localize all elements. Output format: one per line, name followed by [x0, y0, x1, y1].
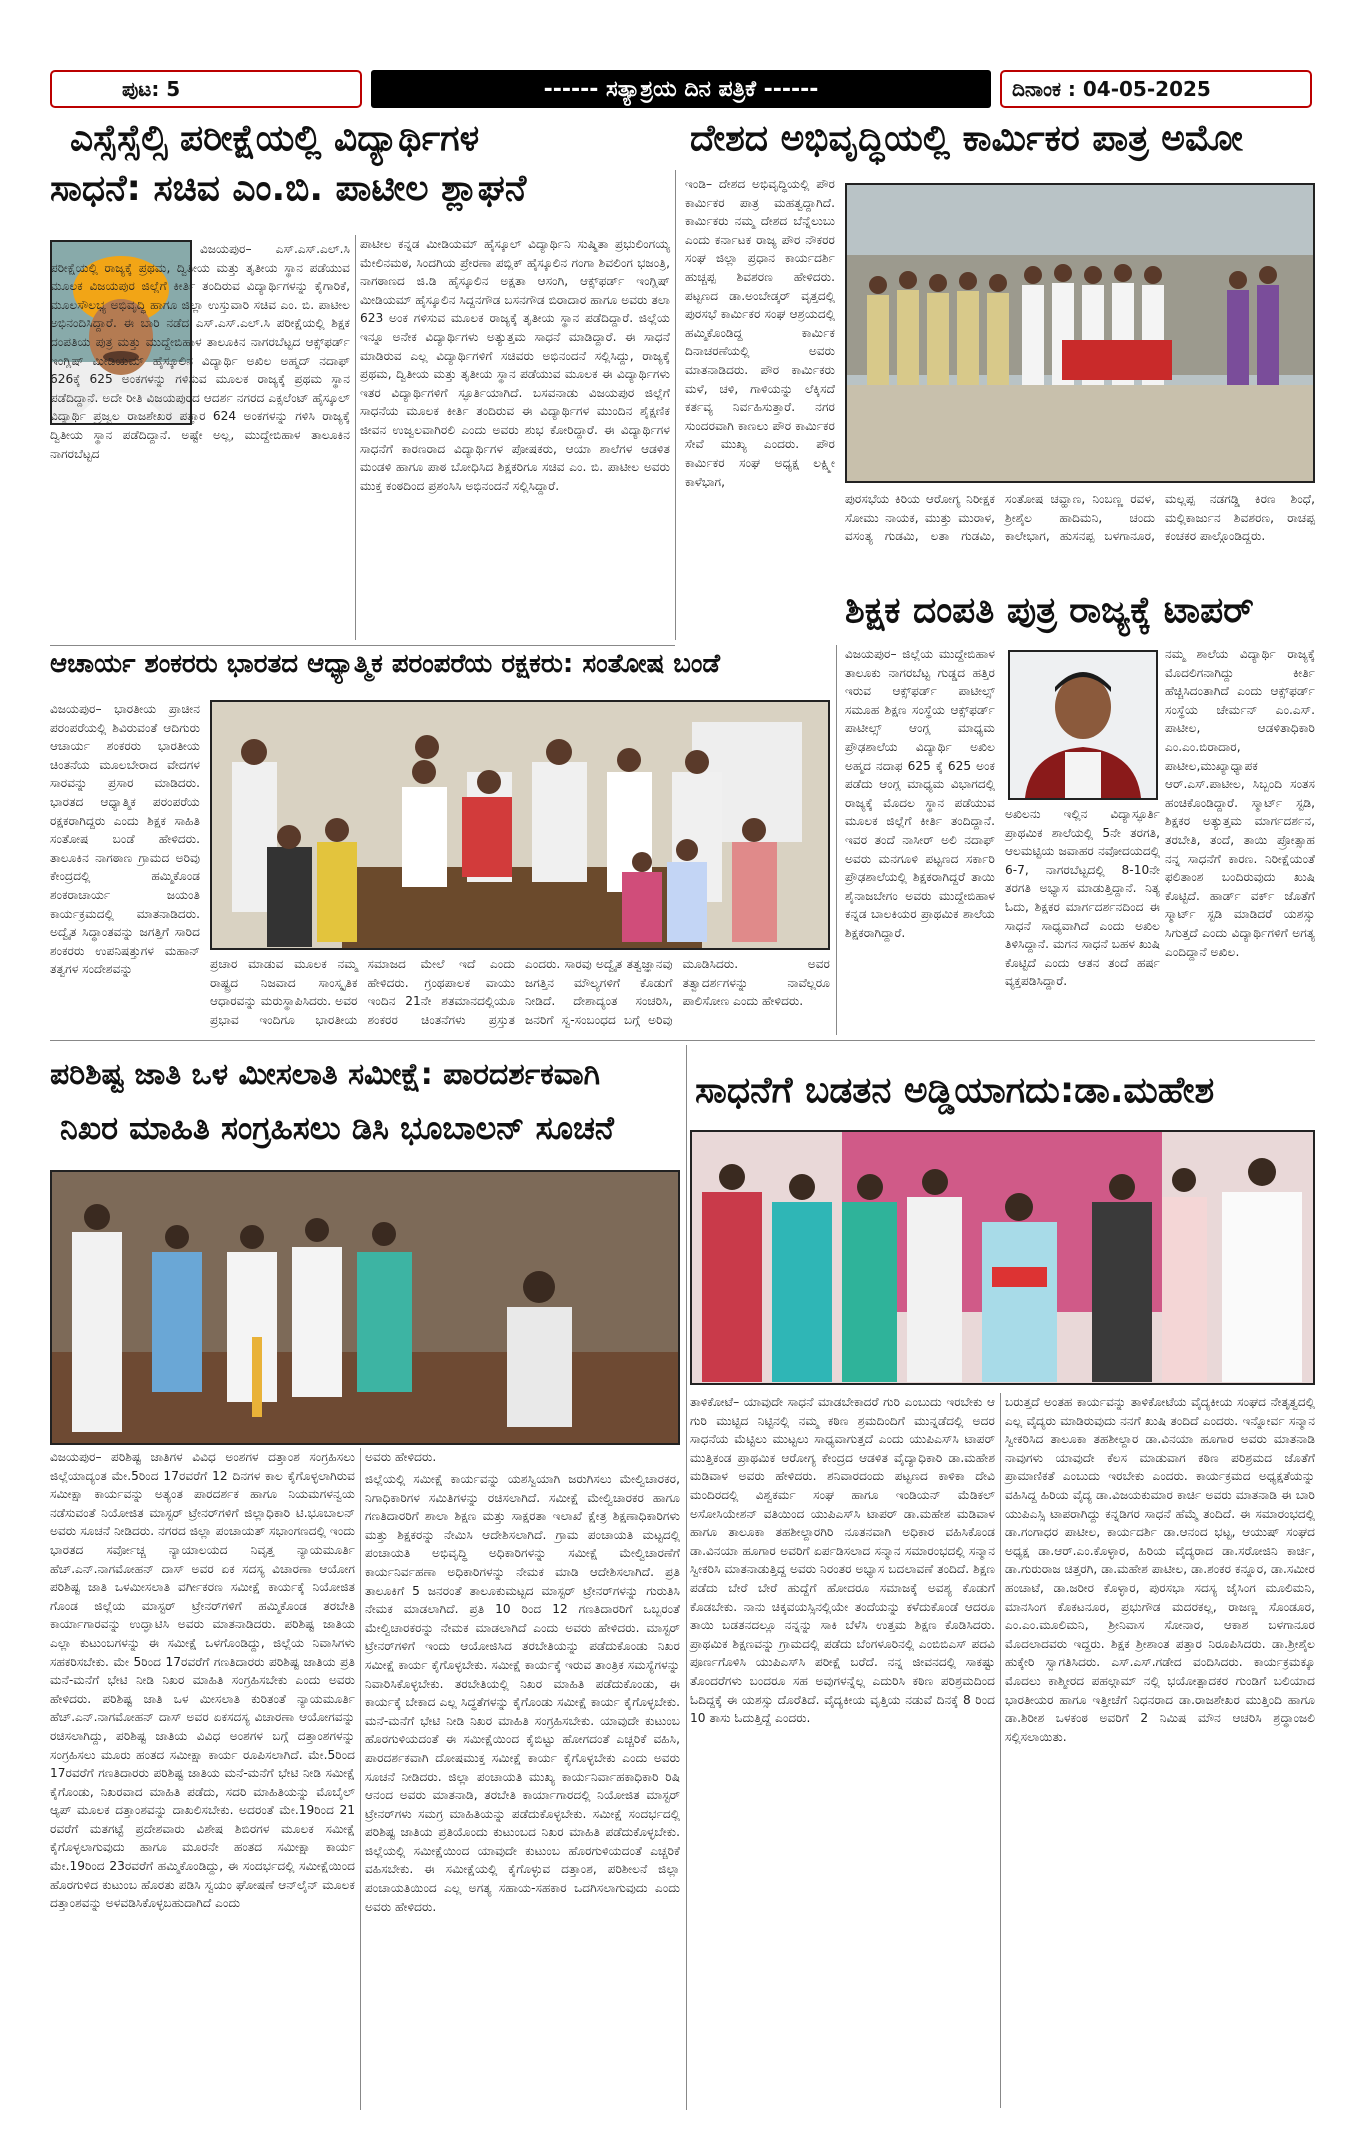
mahesh-body-col2: ಬರುತ್ತದೆ ಅಂತಹ ಕಾರ್ಯವನ್ನು ತಾಳಿಕೋಟೆಯ ವೈದ್ಯಕೀಯ ಸಂಘದ ನೇತೃತ್ವದಲ್ಲಿ ಎಲ್ಲ ವೈದ್ಯರು ಮಾಡಿರುವುದು ನನಗೆ ಖುಷಿ ತಂದಿದೆ ಎಂದರು. ಇನ್ನೋರ್ವ ಸನ್ಮಾನ ಸ್ವೀಕರಿಸಿದ ತಾಲೂಕಾ ತಹಶೀಲ್ದಾರ ಡಾ.ವಿನಯಾ ಹೂಗಾರ ಅವರು ಮಾತನಾಡಿ ನಾವುಗಳು ಯಾವುದೇ ಕೆಲಸ ಮಾಡುವಾಗ ಕಠಿಣ ಪರಿಶ್ರಮದ ಜೊತೆಗೆ ಪ್ರಾಮಾಣಿಕತೆ ಎಂಬುದು ಇರಬೇಕು ಎಂದರು. ಕಾರ್ಯಕ್ರಮದ ಅಧ್ಯಕ್ಷತೆಯನ್ನು ವಹಿಸಿದ್ದ ಹಿರಿಯ ವೈದ್ಯ ಡಾ.ವಿಜಯಕುಮಾರ ಕಾರ್ಚಿ ಅವರು ಮಾತನಾಡಿ ಈ ಬಾರಿ ಯುಪಿಎಸ್ಸಿ ಟಾಪರಾಗಿದ್ದು ಕನ್ನಡಿಗರ ಸಾಧನೆ ಹೆಮ್ಮೆ ತಂದಿದೆ. ಈ ಸಮಾರಂಭದಲ್ಲಿ ಡಾ.ಗಂಗಾಧರ ಪಾಟೀಲ, ಕಾರ್ಯದರ್ಶಿ ಡಾ.ಆನಂದ ಭಟ್ಟ, ಆಯುಷ್ ಸಂಘದ ಅಧ್ಯಕ್ಷ ಡಾ.ಆರ್.ಎಂ.ಕೊಳ್ಳಾರ, ಹಿರಿಯ ವೈದ್ಯರಾದ ಡಾ.ಸರೋಜಿನಿ ಕಾರ್ಚಿ, ಡಾ.ಗುರುರಾಜ ಚಿತ್ತರಗಿ, ಡಾ.ಮಹೇಶ ಪಾಟೀಲ, ಡಾ.ಶಂಕರ ಕನ್ನೂರ, ಡಾ.ಸಮೀರ ಹಂಚಾಟೆ, ಡಾ.ಜರೀರ ಕೊಳ್ಳಾರ, ಪುರಸಭಾ ಸದಸ್ಯ ಜೈಸಿಂಗ ಮೂಲಿಮನಿ, ಮಾನಸಿಂಗ ಕೊಕಟನೂರ, ಪ್ರಭುಗೌಡ ಮದರಕಲ್ಲ, ರಾಜಣ್ಣ ಸೊಂಡೂರ, ಎಂ.ಎಂ.ಮೂಲಿಮನಿ, ಶ್ರೀನಿವಾಸ ಸೋನಾರ, ಆಕಾಶ ಬಳಗಾನೂರ ಮೊದಲಾದವರು ಇದ್ದರು. ಶಿಕ್ಷಕ ಶ್ರೀಶಾಂತ ಪತ್ತಾರ ನಿರೂಪಿಸಿದರು. ಡಾ.ಶ್ರೀಶೈಲ ಹುಕ್ಕೇರಿ ಸ್ವಾಗತಿಸಿದರು. ಎಸ್.ಎಸ್.ಗಡೇದ ವಂದಿಸಿದರು. ಕಾರ್ಯಕ್ರಮಕ್ಕೂ ಮೊದಲು ಕಾಶ್ಮೀರದ ಪಹಲ್ಗಾಮ್ ನಲ್ಲಿ ಭಯೋತ್ಪಾದಕರ ಗುಂಡಿಗೆ ಬಲಿಯಾದ ಭಾರತೀಯರ ಹಾಗೂ ಇತ್ತೀಚೆಗೆ ನಿಧನರಾದ ಡಾ.ರಾಜಶೇಖರ ಮುತ್ತಿಂದಿ ಹಾಗೂ ಡಾ.ಶಿರೀಶ ಒಳಕಂಠ ಅವರಿಗೆ 2 ನಿಮಿಷ ಮೌನ ಆಚರಿಸಿ ಶ್ರದ್ಧಾಂಜಲಿ ಸಲ್ಲಿಸಲಾಯಿತು.	[1005, 1395, 1315, 1744]
shankara-photo	[210, 700, 830, 950]
workers-photo	[845, 183, 1315, 483]
shankara-caption: ಪ್ರಚಾರ ಮಾಡುವ ಮೂಲಕ ನಮ್ಮ ರಾಷ್ಟ್ರದ ನಿಜವಾದ ಸಾಂಸ್ಕೃತಿಕ ಆಧಾರವನ್ನು ಮರುಸ್ಥಾಪಿಸಿದರು. ಅವರ ಪ್ರಭಾವ ಇಂದಿಗೂ ಭಾರತೀಯ ಸಮಾಜದ ಮೇಲೆ ಇದೆ ಎಂದು ಹೇಳಿದರು. ಗ್ರಂಥಪಾಲಕ ವಾಯು ಇಂದಿನ 21ನೇ ಶತಮಾನದಲ್ಲಿಯೂ ಶಂಕರರ ಚಿಂತನೆಗಳು ಪ್ರಸ್ತುತ ಎಂದರು. ಸಾರವು ಅದ್ವೈತ ತತ್ವಜ್ಞಾನವು ಜಗತ್ತಿನ ಮೌಲ್ಯಗಳಿಗೆ ಕೊಡುಗೆ ನೀಡಿದೆ. ದೇಶಾದ್ಯಂತ ಸಂಚರಿಸಿ, ಜನರಿಗೆ ಸ್ವ-ಸಂಬಂಧದ ಬಗ್ಗೆ ಅರಿವು ಮೂಡಿಸಿದರು. ಅವರ ತತ್ವಾದರ್ಶಗಳನ್ನು ನಾವೆಲ್ಲರೂ ಪಾಲಿಸೋಣ ಎಂದು ಹೇಳಿದರು.	[210, 957, 830, 1027]
column-rule	[355, 235, 356, 640]
sslc-headline-line1: ಎಸ್ಸೆಸ್ಸೆಲ್ಸಿ ಪರೀಕ್ಷೆಯಲ್ಲಿ ವಿದ್ಯಾರ್ಥಿಗಳ	[70, 118, 480, 159]
sslc-body-col1: ವಿಜಯಪುರ– ಎಸ್.ಎಸ್.ಎಲ್.ಸಿ ಪರೀಕ್ಷೆಯಲ್ಲಿ ರಾಜ್ಯಕ್ಕೆ ಪ್ರಥಮ, ದ್ವಿತೀಯ ಮತ್ತು ತೃತೀಯ ಸ್ಥಾನ ಪಡೆಯುವ ಮೂಲಕ ವಿಜಯಪುರ ಜಿಲ್ಲೆಗೆ ಕೀರ್ತಿ ತಂದಿರುವ ವಿದ್ಯಾರ್ಥಿಗಳನ್ನು ಕೈಗಾರಿಕೆ, ಮೂಲಸೌಲಭ್ಯ ಅಭಿವೃದ್ಧಿ ಹಾಗೂ ಜಿಲ್ಲಾ ಉಸ್ತುವಾರಿ ಸಚಿವ ಎಂ. ಬಿ. ಪಾಟೀಲ ಅಭಿನಂದಿಸಿದ್ದಾರೆ. ಈ ಬಾರಿ ನಡೆದ ಎಸ್.ಎಸ್.ಎಲ್.ಸಿ ಪರೀಕ್ಷೆಯಲ್ಲಿ ಶಿಕ್ಷಕ ದಂಪತಿಯ ಪುತ್ರ ಮತ್ತು ಮುದ್ದೇಬಿಹಾಳ ತಾಲೂಕಿನ ನಾಗರಬೆಟ್ಟದ ಆಕ್ಸ್‌ಫರ್ಡ್ ಇಂಗ್ಲಿಷ್ ಮೀಡಿಯಮ್ ಹೈಸ್ಕೂಲಿನ ವಿದ್ಯಾರ್ಥಿ ಅಖಿಲ ಅಹ್ಮದ್ ನದಾಫ್ 626ಕ್ಕೆ 625 ಅಂಕಗಳನ್ನು ಗಳಿಸುವ ಮೂಲಕ ರಾಜ್ಯಕ್ಕೆ ಪ್ರಥಮ ಸ್ಥಾನ ಪಡೆದಿದ್ದಾನೆ. ಅದೇ ರೀತಿ ವಿಜಯಪುರದ ಆದರ್ಶ ನಗರದ ಎಕ್ಸಲೆಂಟ್ ಹೈಸ್ಕೂಲ್ ವಿದ್ಯಾರ್ಥಿ ಪ್ರಜ್ವಲ ರಾಜಶೇಖರ ಪತ್ತಾರ 624 ಅಂಕಗಳನ್ನು ಗಳಿಸಿ ರಾಜ್ಯಕ್ಕೆ ದ್ವಿತೀಯ ಸ್ಥಾನ ಪಡೆದಿದ್ದಾನೆ. ಅಷ್ಟೇ ಅಲ್ಲ, ಮುದ್ದೇಬಿಹಾಳ ತಾಲೂಕಿನ ನಾಗರಬೆಟ್ಟದ	[50, 242, 350, 461]
page-number-box	[50, 70, 362, 108]
topper-body-left: ವಿಜಯಪುರ– ಜಿಲ್ಲೆಯ ಮುದ್ದೇಬಿಹಾಳ ತಾಲೂಕು ನಾಗರಬೆಟ್ಟ ಗುಡ್ಡದ ಹತ್ತಿರ ಇರುವ ಆಕ್ಸ್‌ಫರ್ಡ್ ಪಾಟೀಲ್ಸ್ ಸಮೂಹ ಶಿಕ್ಷಣ ಸಂಸ್ಥೆಯ ಆಕ್ಸ್‌ಫರ್ಡ್ ಪಾಟೀಲ್ಸ್ ಆಂಗ್ಲ ಮಾಧ್ಯಮ ಪ್ರೌಢಶಾಲೆಯ ವಿದ್ಯಾರ್ಥಿ ಅಖಿಲ ಅಹ್ಮದ ನದಾಫ 625 ಕ್ಕೆ 625 ಅಂಕ ಪಡೆದು ಆಂಗ್ಲ ಮಾಧ್ಯಮ ವಿಭಾಗದಲ್ಲಿ ರಾಜ್ಯಕ್ಕೆ ಮೊದಲ ಸ್ಥಾನ ಪಡೆಯುವ ಮೂಲಕ ಜಿಲ್ಲೆಗೆ ಕೀರ್ತಿ ತಂದಿದ್ದಾನೆ. ಇವರ ತಂದೆ ನಾಸೀರ್ ಅಲಿ ನದಾಫ್ ಅವರು ಮನಗೂಳಿ ಪಟ್ಟಣದ ಸರ್ಕಾರಿ ಪ್ರೌಢಶಾಲೆಯಲ್ಲಿ ಶಿಕ್ಷಕರಾಗಿದ್ದರೆ ತಾಯಿ ಶೈನಾಜಬೇಗಂ ಅವರು ಮುದ್ದೇಬಿಹಾಳ ಕನ್ನಡ ಬಾಲಕಿಯರ ಪ್ರಾಥಮಿಕ ಶಾಲೆಯ ಶಿಕ್ಷಕರಾಗಿದ್ದಾರೆ.	[845, 647, 995, 940]
caste-body-col2: ಜಿಲ್ಲೆಯಲ್ಲಿ ಸಮೀಕ್ಷೆ ಕಾರ್ಯವನ್ನು ಯಶಸ್ವಿಯಾಗಿ ಜರುಗಿಸಲು ಮೇಲ್ವಿಚಾರಕರ, ನಿಗಾಧಿಕಾರಿಗಳ ಸಮಿತಿಗಳನ್ನು ರಚಿಸಲಾಗಿದೆ. ಸಮೀಕ್ಷೆ ಮೇಲ್ವಿಚಾರಕರ ಹಾಗೂ ಗಣತಿದಾರರಿಗೆ ಶಾಲಾ ಶಿಕ್ಷಣ ಮತ್ತು ಸಾಕ್ಷರತಾ ಇಲಾಖೆ ಕ್ಷೇತ್ರ ಶಿಕ್ಷಣಾಧಿಕಾರಿಗಳು ಮತ್ತು ಶಿಕ್ಷಕರನ್ನು ನೇಮಿಸಿ ಆದೇಶಿಸಲಾಗಿದೆ. ಗ್ರಾಮ ಪಂಚಾಯತಿ ಮಟ್ಟದಲ್ಲಿ ಪಂಚಾಯತಿ ಅಭಿವೃದ್ಧಿ ಅಧಿಕಾರಿಗಳನ್ನು ಸಮೀಕ್ಷೆ ಮೇಲ್ವಿಚಾರಣೆಗೆ ಕಾರ್ಯನಿರ್ವಹಣಾ ಅಧಿಕಾರಿಗಳನ್ನು ನೇಮಕ ಮಾಡಿ ಆದೇಶಿಸಲಾಗಿದೆ. ಪ್ರತಿ ತಾಲೂಕಿಗೆ 5 ಜನರಂತೆ ತಾಲೂಕುಮಟ್ಟದ ಮಾಸ್ಟರ್ ಟ್ರೇನರ್‌ಗಳನ್ನು ಗುರುತಿಸಿ ನೇಮಕ ಮಾಡಲಾಗಿದೆ. ಪ್ರತಿ 10 ರಿಂದ 12 ಗಣತಿದಾರರಿಗೆ ಒಬ್ಬರಂತೆ ಮೇಲ್ವಿಚಾರಕರನ್ನು ನೇಮಕ ಮಾಡಲಾಗಿದೆ ಎಂದು ಅವರು ಹೇಳಿದರು. ಮಾಸ್ಟರ್ ಟ್ರೇನರ್‌ಗಳಿಗೆ ಇಂದು ಆಯೋಜಿಸಿದ ತರಬೇತಿಯನ್ನು ಪಡೆದುಕೊಂಡು ನಿಖರ ಸಮೀಕ್ಷೆ ಕಾರ್ಯ ಕೈಗೊಳ್ಳಬೇಕು. ಸಮೀಕ್ಷೆ ಕಾರ್ಯಕ್ಕೆ ಇರುವ ತಾಂತ್ರಿಕ ಸಮಸ್ಯೆಗಳನ್ನು ನಿವಾರಿಸಿಕೊಳ್ಳಬೇಕು. ತರಬೇತಿಯಲ್ಲಿ ನಿಖರ ಮಾಹಿತಿ ಪಡೆದುಕೊಂಡು, ಈ ಕಾರ್ಯಕ್ಕೆ ಬೇಕಾದ ಎಲ್ಲ ಸಿದ್ಧತೆಗಳನ್ನು ಕೈಗೊಂಡು ಸಮೀಕ್ಷೆ ಕಾರ್ಯ ಕೈಗೊಳ್ಳಬೇಕು. ಮನೆ-ಮನೆಗೆ ಭೇಟಿ ನೀಡಿ ನಿಖರ ಮಾಹಿತಿ ಸಂಗ್ರಹಿಸಬೇಕು. ಯಾವುದೇ ಕುಟುಂಬ ಹೊರಗುಳಿಯದಂತೆ ಈ ಸಮೀಕ್ಷೆಯಿಂದ ಕೈಬಿಟ್ಟು ಹೋಗದಂತೆ ಎಚ್ಚರಿಕೆ ವಹಿಸಿ, ಪಾರದರ್ಶಕವಾಗಿ ದೋಷಮುಕ್ತ ಸಮೀಕ್ಷೆ ಕಾರ್ಯ ಕೈಗೊಳ್ಳಬೇಕು ಎಂದು ಅವರು ಸೂಚನೆ ನೀಡಿದರು. ಜಿಲ್ಲಾ ಪಂಚಾಯತಿ ಮುಖ್ಯ ಕಾರ್ಯನಿರ್ವಾಹಕಾಧಿಕಾರಿ ರಿಷಿ ಆನಂದ ಅವರು ಮಾತನಾಡಿ, ತರಬೇತಿ ಕಾರ್ಯಾಗಾರದಲ್ಲಿ ನಿಯೋಜಿತ ಮಾಸ್ಟರ್ ಟ್ರೇನರ್‌ಗಳು ಸಮಗ್ರ ಮಾಹಿತಿಯನ್ನು ಪಡೆದುಕೊಳ್ಳಬೇಕು. ಸಮೀಕ್ಷೆ ಸಂದರ್ಭದಲ್ಲಿ ಪರಿಶಿಷ್ಟ ಜಾತಿಯ ಪ್ರತಿಯೊಂದು ಕುಟುಂಬದ ನಿಖರ ಮಾಹಿತಿ ಪಡೆದುಕೊಳ್ಳಬೇಕು. ಜಿಲ್ಲೆಯಲ್ಲಿ ಸಮೀಕ್ಷೆಯಿಂದ ಯಾವುದೇ ಕುಟುಂಬ ಹೊರಗುಳಿಯದಂತೆ ಎಚ್ಚರಿಕೆ ವಹಿಸಬೇಕು. ಈ ಸಮೀಕ್ಷೆಯಲ್ಲಿ ಕೈಗೊಳ್ಳುವ ದತ್ತಾಂಶ, ಪರಿಶೀಲನೆ ಜಿಲ್ಲಾ ಪಂಚಾಯತಿಯಿಂದ ಎಲ್ಲ ಅಗತ್ಯ ಸಹಾಯ-ಸಹಕಾರ ಒದಗಿಸಲಾಗುವುದು ಎಂದು ಅವರು ಹೇಳಿದರು.	[365, 1472, 680, 1914]
topper-body-right: ನಮ್ಮ ಶಾಲೆಯ ವಿದ್ಯಾರ್ಥಿ ರಾಜ್ಯಕ್ಕೆ ಮೊದಲಿಗನಾಗಿದ್ದು ಕೀರ್ತಿ ಹೆಚ್ಚಿಸಿದಂತಾಗಿದೆ ಎಂದು ಆಕ್ಸ್‌ಫರ್ಡ್ ಸಂಸ್ಥೆಯ ಚೇರ್ಮನ್ ಎಂ.ಎಸ್. ಪಾಟೀಲ, ಆಡಳಿತಾಧಿಕಾರಿ ಎಂ.ಎಂ.ಬಿರಾದಾರ, ಪಾಟೀಲ,ಮುಖ್ಯಾಧ್ಯಾಪಕ ಆರ್.ಎಸ್.ಪಾಟೀಲ, ಸಿಬ್ಬಂದಿ ಸಂತಸ ಹಂಚಿಕೊಂಡಿದ್ದಾರೆ. ಸ್ಮಾರ್ಟ್ ಸ್ಟಡಿ, ಶಿಕ್ಷಕರ ಅತ್ಯುತ್ತಮ ಮಾರ್ಗದರ್ಶನ, ತರಬೇತಿ, ತಂದೆ, ತಾಯಿ ಪ್ರೋತ್ಸಾಹ ನನ್ನ ಸಾಧನೆಗೆ ಕಾರಣ. ನಿರೀಕ್ಷೆಯಂತೆ ಫಲಿತಾಂಶ ಬಂದಿರುವುದು ಖುಷಿ ಕೊಟ್ಟಿದೆ. ಹಾರ್ಡ್ ವರ್ಕ್ ಜೊತೆಗೆ ಸ್ಮಾರ್ಟ್ ಸ್ಟಡಿ ಮಾಡಿದರೆ ಯಶಸ್ಸು ಸಿಗುತ್ತದೆ ಎಂದು ವಿದ್ಯಾರ್ಥಿಗಳಿಗೆ ಅಗತ್ಯ ಎಂದಿದ್ದಾನೆ ಅಖಿಲ.	[1165, 647, 1315, 959]
caste-body-col1: ವಿಜಯಪುರ– ಪರಿಶಿಷ್ಟ ಜಾತಿಗಳ ವಿವಿಧ ಅಂಶಗಳ ದತ್ತಾಂಶ ಸಂಗ್ರಹಿಸಲು ಜಿಲ್ಲೆಯಾದ್ಯಂತ ಮೇ.5ರಿಂದ 17ರವರೆಗೆ 12 ದಿನಗಳ ಕಾಲ ಕೈಗೊಳ್ಳಲಾಗಿರುವ ಸಮೀಕ್ಷಾ ಕಾರ್ಯವನ್ನು ಅತ್ಯಂತ ಪಾರದರ್ಶಕ ಹಾಗೂ ನಿಯಮಗಳನ್ವಯ ನಡೆಸುವಂತೆ ನಿಯೋಜಿತ ಮಾಸ್ಟರ್ ಟ್ರೇನರ್‌ಗಳಿಗೆ ಜಿಲ್ಲಾಧಿಕಾರಿ ಟಿ.ಭೂಬಾಲನ್ ಅವರು ಸೂಚನೆ ನೀಡಿದರು. ನಗರದ ಜಿಲ್ಲಾ ಪಂಚಾಯತ್ ಸಭಾಂಗಣದಲ್ಲಿ ಇಂದು ಭಾರತದ ಸರ್ವೋಚ್ಚ ನ್ಯಾಯಾಲಯದ ನಿವೃತ್ತ ನ್ಯಾಯಮೂರ್ತಿ ಹೆಚ್.ಎನ್.ನಾಗಮೋಹನ್ ದಾಸ್ ಅವರ ಏಕ ಸದಸ್ಯ ವಿಚಾರಣಾ ಆಯೋಗ ಪರಿಶಿಷ್ಟ ಜಾತಿ ಒಳಮೀಸಲಾತಿ ವರ್ಗೀಕರಣ ಸಮೀಕ್ಷೆ ಕಾರ್ಯಕ್ಕೆ ನಿಯೋಜಿತ ಗೊಂಡ ಜಿಲ್ಲೆಯ ಮಾಸ್ಟರ್ ಟ್ರೇನರ್‌ಗಳಿಗೆ ಹಮ್ಮಿಕೊಂಡ ತರಬೇತಿ ಕಾರ್ಯಾಗಾರವನ್ನು ಉದ್ಘಾಟಿಸಿ ಅವರು ಮಾತನಾಡಿದರು. ಪರಿಶಿಷ್ಟ ಜಾತಿಯ ಎಲ್ಲಾ ಕುಟುಂಬಗಳನ್ನು ಈ ಸಮೀಕ್ಷೆ ಒಳಗೊಂಡಿದ್ದು, ಜಿಲ್ಲೆಯ ನಿವಾಸಿಗಳು ಸಹಕರಿಸಬೇಕು. ಮೇ 5ರಿಂದ 17ರವರೆಗೆ ಗಣತಿದಾರರು ಪರಿಶಿಷ್ಟ ಜಾತಿಯ ಪ್ರತಿ ಮನೆ-ಮನೆಗೆ ಭೇಟಿ ನೀಡಿ ನಿಖರ ಮಾಹಿತಿ ಸಂಗ್ರಹಿಸಬೇಕು ಎಂದು ಅವರು ಹೇಳಿದರು. ಪರಿಶಿಷ್ಟ ಜಾತಿ ಒಳ ಮೀಸಲಾತಿ ಕುರಿತಂತೆ ನ್ಯಾಯಮೂರ್ತಿ ಹೆಚ್.ಎನ್.ನಾಗಮೋಹನ್ ದಾಸ್ ಅವರ ಏಕಸದಸ್ಯ ವಿಚಾರಣಾ ಆಯೋಗವನ್ನು ರಚಿಸಲಾಗಿದ್ದು, ಪರಿಶಿಷ್ಟ ಜಾತಿಯ ವಿವಿಧ ಅಂಶಗಳ ಬಗ್ಗೆ ದತ್ತಾಂಶಗಳನ್ನು ಸಂಗ್ರಹಿಸಲು ಮೂರು ಹಂತದ ಸಮೀಕ್ಷಾ ಕಾರ್ಯ ರೂಪಿಸಲಾಗಿದೆ. ಮೇ.5ರಿಂದ 17ರವರೆಗೆ ಗಣತಿದಾರರು ಪರಿಶಿಷ್ಟ ಜಾತಿಯ ಮನೆ-ಮನೆಗೆ ಭೇಟಿ ನೀಡಿ ಸಮೀಕ್ಷೆ ಕೈಗೊಂಡು, ನಿಖರವಾದ ಮಾಹಿತಿ ಪಡೆದು, ಸದರಿ ಮಾಹಿತಿಯನ್ನು ಮೊಬೈಲ್ ಆ್ಯಪ್ ಮೂಲಕ ದತ್ತಾಂಶವನ್ನು ದಾಖಲಿಸಬೇಕು. ಅದರಂತೆ ಮೇ.19ರಿಂದ 21 ರವರೆಗೆ ಮತಗಟ್ಟೆ ಪ್ರದೇಶವಾರು ವಿಶೇಷ ಶಿಬಿರಗಳ ಮೂಲಕ ಸಮೀಕ್ಷೆ ಕೈಗೊಳ್ಳಲಾಗುವುದು ಹಾಗೂ ಮೂರನೇ ಹಂತದ ಸಮೀಕ್ಷಾ ಕಾರ್ಯ ಮೇ.19ರಿಂದ 23ರವರೆಗೆ ಹಮ್ಮಿಕೊಂಡಿದ್ದು, ಈ ಸಂದರ್ಭದಲ್ಲಿ ಸಮೀಕ್ಷೆಯಿಂದ ಹೊರಗುಳಿದ ಕುಟುಂಬ ಹೊರತು ಪಡಿಸಿ ಸ್ವಯಂ ಘೋಷಣೆ ಆನ್‌ಲೈನ್ ಮೂಲಕ ದತ್ತಾಂಶವನ್ನು ಅಳವಡಿಸಿಕೊಳ್ಳಬಹುದಾಗಿದೆ ಎಂದು	[50, 1450, 355, 1911]
workers-photo-caption: ಪುರಸಭೆಯ ಕಿರಿಯ ಆರೋಗ್ಯ ನಿರೀಕ್ಷಕ ಸೋಮು ನಾಯಕ, ಮುತ್ತು ಮುರಾಳ, ವಸಂತ್ಯ ಗುಡಮಿ, ಲತಾ ಗುಡಮಿ, ಸಂತೋಷ ಚವ್ಹಾಣ, ನಿಂಬಣ್ಣ ರವಳ, ಶ್ರೀಶೈಲ ಹಾದಿಮನಿ, ಚಂದು ಕಾಲೇಭಾಗ, ಹುಸನಪ್ಪ ಬಳಗಾನೂರ, ಮಲ್ಲಪ್ಪ ನಡಗಡ್ಡಿ ಕಿರಣ ಶಿಂಧೆ, ಮಲ್ಲಿಕಾರ್ಜುನ ಶಿವಶರಣ, ರಾಚಪ್ಪ ಕಂಚಕರ ಪಾಲ್ಗೊಂಡಿದ್ದರು.	[845, 492, 1315, 544]
masthead	[371, 70, 991, 108]
shankara-body-left: ವಿಜಯಪುರ– ಭಾರತೀಯ ಪ್ರಾಚೀನ ಪರಂಪರೆಯಲ್ಲಿ ಶಿವಿರುವಂತೆ ಆದಿಗುರು ಆಚಾರ್ಯ ಶಂಕರರು ಭಾರತೀಯ ಚಿಂತನೆಯ ಮೂಲಬೇರಾದ ವೇದಗಳ ಸಾರವನ್ನು ಪ್ರಸಾರ ಮಾಡಿದರು. ಭಾರತದ ಆಧ್ಯಾತ್ಮಿಕ ಪರಂಪರೆಯ ರಕ್ಷಕರಾಗಿದ್ದರು ಎಂದು ಶಿಕ್ಷಕ ಸಾಹಿತಿ ಸಂತೋಷ ಬಂಡೆ ಹೇಳಿದರು. ತಾಲೂಕಿನ ನಾಗಠಾಣ ಗ್ರಾಮದ ಅರಿವು ಕೇಂದ್ರದಲ್ಲಿ ಹಮ್ಮಿಕೊಂಡ ಶಂಕರಾಚಾರ್ಯ ಜಯಂತಿ ಕಾರ್ಯಕ್ರಮದಲ್ಲಿ ಮಾತನಾಡಿದರು. ಅದ್ವೈತ ಸಿದ್ಧಾಂತವನ್ನು ಜಗತ್ತಿಗೆ ಸಾರಿದ ಶಂಕರರು ಉಪನಿಷತ್ತುಗಳ ಮಹಾನ್ ತತ್ವಗಳ ಸಂದೇಶವನ್ನು	[50, 702, 200, 977]
column-rule	[686, 1045, 687, 2110]
mahesh-body-col1: ತಾಳಿಕೋಟೆ– ಯಾವುದೇ ಸಾಧನೆ ಮಾಡಬೇಕಾದರೆ ಗುರಿ ಎಂಬುದು ಇರಬೇಕು ಆ ಗುರಿ ಮುಟ್ಟಿದ ನಿಟ್ಟಿನಲ್ಲಿ ನಮ್ಮ ಕಠಿಣ ಶ್ರಮದಿಂದಿಗೆ ಮುನ್ನಡೆದಲ್ಲಿ ಅದರ ಸಾಧನೆಯ ಮೆಟ್ಟಿಲು ಮುಟ್ಟಲು ಸಾಧ್ಯವಾಗುತ್ತದೆ ಎಂದು ಯುಪಿಎಸ್‌ಸಿ ಟಾಪರ್ ಮುತ್ತಿಕಂಡ ಪ್ರಾಥಮಿಕ ಆರೋಗ್ಯ ಕೇಂದ್ರದ ಆಡಳಿತ ವೈದ್ಯಾಧಿಕಾರಿ ಡಾ.ಮಹೇಶ ಮಡಿವಾಳ ಅವರು ಹೇಳಿದರು. ಶನಿವಾರದಂದು ಪಟ್ಟಣದ ಕಾಳಿಕಾ ದೇವಿ ಮಂದಿರದಲ್ಲಿ ವಿಶ್ವಕರ್ಮ ಸಂಘ ಹಾಗೂ ಇಂಡಿಯನ್ ಮೆಡಿಕಲ್ ಅಸೋಸಿಯೇಶನ್ ವತಿಯಿಂದ ಯುಪಿಎಸ್‌ಸಿ ಟಾಪರ್ ಡಾ.ಮಹೇಶ ಮಡಿವಾಳ ಹಾಗೂ ತಾಲೂಕಾ ತಹಶೀಲ್ದಾರಗಿರಿ ನೂತನವಾಗಿ ಅಧಿಕಾರ ವಹಿಸಿಕೊಂಡ ಡಾ.ವಿನಯಾ ಹೂಗಾರ ಅವರಿಗೆ ಏರ್ಪಡಿಸಲಾದ ಸನ್ಮಾನ ಸಮಾರಂಭದಲ್ಲಿ ಸನ್ಮಾನ ಸ್ವೀಕರಿಸಿ ಮಾತನಾಡುತ್ತಿದ್ದ ಅವರು ನಿರಂತರ ಅಭ್ಯಾಸ ಬದಲಾವಣೆ ತಂದಿದೆ. ಶಿಕ್ಷಣ ಪಡೆದು ಬೇರೆ ಬೇರೆ ಹುದ್ದೆಗೆ ಹೋದರೂ ಸಮಾಜಕ್ಕೆ ಅವಶ್ಯ ಕೊಡುಗೆ ಕೊಡಬೇಕು. ನಾನು ಚಿಕ್ಕವಯಸ್ಸಿನಲ್ಲಿಯೇ ತಂದೆಯನ್ನು ಕಳೆದುಕೊಂಡೆ ಆದರೂ ತಾಯಿ ಬಡತನದಲ್ಲೂ ನನ್ನನ್ನು ಸಾಕಿ ಬೆಳೆಸಿ ಉತ್ತಮ ಶಿಕ್ಷಣ ಕೊಡಿಸಿದರು. ಪ್ರಾಥಮಿಕ ಶಿಕ್ಷಣವನ್ನು ಗ್ರಾಮದಲ್ಲಿ ಪಡೆದು ಬೆಂಗಳೂರಿನಲ್ಲಿ ಎಂಬಿಬಿಎಸ್ ಪದವಿ ಪೂರ್ಣಗೊಳಿಸಿ ಯುಪಿಎಸ್‌ಸಿ ಪರೀಕ್ಷೆ ಬರೆದೆ. ನನ್ನ ಜೀವನದಲ್ಲಿ ಸಾಕಷ್ಟು ತೊಂದರೆಗಳು ಬಂದರೂ ಸಹ ಅವುಗಳನ್ನೆಲ್ಲ ಎದುರಿಸಿ ಕಠಿಣ ಪರಿಶ್ರಮದಿಂದ ಓದಿದ್ದಕ್ಕೆ ಈ ಯಶಸ್ಸು ದೊರೆತಿದೆ. ವೈದ್ಯಕೀಯ ವೃತ್ತಿಯ ನಡುವೆ ದಿನಕ್ಕೆ 8 ರಿಂದ 10 ತಾಸು ಓದುತ್ತಿದ್ದೆ ಎಂದರು.	[690, 1395, 995, 1726]
issue-date: ದಿನಾಂಕ : 04-05-2025	[1012, 77, 1211, 101]
mahesh-headline: ಸಾಧನೆಗೆ ಬಡತನ ಅಡ್ಡಿಯಾಗದು:ಡಾ.ಮಹೇಶ	[695, 1070, 1215, 1111]
workers-body-col1: ಇಂಡಿ– ದೇಶದ ಅಭಿವೃದ್ಧಿಯಲ್ಲಿ ಪೌರ ಕಾರ್ಮಿಕರ ಪಾತ್ರ ಮಹತ್ವದ್ದಾಗಿದೆ. ಕಾರ್ಮಿಕರು ನಮ್ಮ ದೇಶದ ಬೆನ್ನೆಲುಬು ಎಂದು ಕರ್ನಾಟಕ ರಾಜ್ಯ ಪೌರ ನೌಕರರ ಸಂಘ ಜಿಲ್ಲಾ ಪ್ರಧಾನ ಕಾರ್ಯದರ್ಶಿ ಹುಚ್ಚಪ್ಪ ಶಿವಶರಣ ಹೇಳಿದರು. ಪಟ್ಟಣದ ಡಾ.ಅಂಬೇಡ್ಕರ್ ವೃತ್ತದಲ್ಲಿ ಪುರಸಭೆ ಕಾರ್ಮಿಕರ ಸಂಘ ಆಶ್ರಯದಲ್ಲಿ ಹಮ್ಮಿಕೊಂಡಿದ್ದ ಕಾರ್ಮಿಕ ದಿನಾಚರಣೆಯಲ್ಲಿ ಅವರು ಮಾತನಾಡಿದರು. ಪೌರ ಕಾರ್ಮಿಕರು ಮಳೆ, ಚಳಿ, ಗಾಳಿಯನ್ನು ಲೆಕ್ಕಿಸದೆ ಕರ್ತವ್ಯ ನಿರ್ವಹಿಸುತ್ತಾರೆ. ನಗರ ಸುಂದರವಾಗಿ ಕಾಣಲು ಪೌರ ಕಾರ್ಮಿಕರ ಸೇವೆ ಮುಖ್ಯ ಎಂದರು. ಪೌರ ಕಾರ್ಮಿಕರ ಸಂಘ ಅಧ್ಯಕ್ಷ ಲಕ್ಷ್ಮೀ ಕಾಳೆಭಾಗ,	[685, 177, 835, 489]
section-rule	[50, 645, 675, 646]
caste-headline-line1: ಪರಿಶಿಷ್ಟ ಜಾತಿ ಒಳ ಮೀಸಲಾತಿ ಸಮೀಕ್ಷೆ: ಪಾರದರ್ಶಕವಾಗಿ	[50, 1057, 600, 1092]
topper-caption: ಅಖಿಲನು ಇಲ್ಲಿನ ವಿದ್ಯಾಸ್ಫೂರ್ತಿ ಪ್ರಾಥಮಿಕ ಶಾಲೆಯಲ್ಲಿ 5ನೇ ತರಗತಿ, ಆಲಮಟ್ಟಿಯ ಜವಾಹರ ನವೋದಯದಲ್ಲಿ 6-7, ನಾಗರಬೆಟ್ಟದಲ್ಲಿ 8-10ನೇ ತರಗತಿ ಅಭ್ಯಾಸ ಮಾಡುತ್ತಿದ್ದಾನೆ. ನಿತ್ಯ ಓದು, ಶಿಕ್ಷಕರ ಮಾರ್ಗದರ್ಶನದಿಂದ ಈ ಸಾಧನೆ ಸಾಧ್ಯವಾಗಿದೆ ಎಂದು ಅಖಿಲ ತಿಳಿಸಿದ್ದಾನೆ. ಮಗನ ಸಾಧನೆ ಬಹಳ ಖುಷಿ ಕೊಟ್ಟಿದೆ ಎಂದು ಆತನ ತಂದೆ ಹರ್ಷ ವ್ಯಕ್ತಪಡಿಸಿದ್ದಾರೆ.	[1005, 807, 1160, 989]
page-number: ಪುಟ: 5	[122, 77, 181, 101]
mahesh-photo	[690, 1130, 1315, 1385]
topper-headline: ಶಿಕ್ಷಕ ದಂಪತಿ ಪುತ್ರ ರಾಜ್ಯಕ್ಕೆ ಟಾಪರ್	[845, 590, 1254, 631]
date-box	[1000, 70, 1312, 108]
section-rule	[50, 1040, 1315, 1041]
column-rule	[836, 645, 837, 1035]
masthead-title: ------ ಸತ್ಯಾಶ್ರಯ ದಿನ ಪತ್ರಿಕೆ ------	[543, 76, 819, 102]
caste-photo-caption: ಅವರು ಹೇಳಿದರು.	[365, 1450, 437, 1464]
column-rule	[675, 170, 676, 640]
sslc-body-col2: ಪಾಟೀಲ ಕನ್ನಡ ಮೀಡಿಯಮ್ ಹೈಸ್ಕೂಲ್ ವಿದ್ಯಾರ್ಥಿನಿ ಸುಷ್ಮಿತಾ ಪ್ರಭುಲಿಂಗಯ್ಯ ಮೇಲಿನಮಠ, ಸಿಂದಗಿಯ ಪ್ರೇರಣಾ ಪಬ್ಲಿಕ್ ಹೈಸ್ಕೂಲಿನ ಗಂಗಾ ಶಿವಲಿಂಗ ಭಜಂತ್ರಿ, ನಾಗಠಾಣದ ಜಿ.ಡಿ ಹೈಸ್ಕೂಲಿನ ಅಕ್ಷತಾ ಆಸಂಗಿ, ಆಕ್ಸ್‌ಫರ್ಡ್ ಇಂಗ್ಲಿಷ್ ಮೀಡಿಯಮ್ ಹೈಸ್ಕೂಲಿನ ಸಿದ್ದನಗೌಡ ಬಸನಗೌಡ ಬಿರಾದಾರ ಹಾಗೂ ಅವರು ತಲಾ 623 ಅಂಕ ಗಳಿಸುವ ಮೂಲಕ ರಾಜ್ಯಕ್ಕೆ ತೃತೀಯ ಸ್ಥಾನ ಪಡೆದಿದ್ದಾರೆ. ಜಿಲ್ಲೆಯ ಇನ್ನೂ ಅನೇಕ ವಿದ್ಯಾರ್ಥಿಗಳು ಅತ್ಯುತ್ತಮ ಸಾಧನೆ ಮಾಡಿದ್ದಾರೆ. ಈ ಸಾಧನೆ ಮಾಡಿರುವ ಎಲ್ಲ ವಿದ್ಯಾರ್ಥಿಗಳಿಗೆ ಸಚಿವರು ಅಭಿನಂದನೆ ಸಲ್ಲಿಸಿದ್ದು, ರಾಜ್ಯಕ್ಕೆ ಪ್ರಥಮ, ದ್ವಿತೀಯ ಮತ್ತು ತೃತೀಯ ಸ್ಥಾನ ಪಡೆಯುವ ಮೂಲಕ ಈ ವಿದ್ಯಾರ್ಥಿಗಳು ಇತರ ವಿದ್ಯಾರ್ಥಿಗಳಿಗೆ ಸ್ಫೂರ್ತಿಯಾಗಿದೆ. ಬಸವನಾಡು ವಿಜಯಪುರ ಜಿಲ್ಲೆಗೆ ಸಾಧನೆಯ ಮೂಲಕ ಕೀರ್ತಿ ತಂದಿರುವ ಈ ವಿದ್ಯಾರ್ಥಿಗಳ ಮುಂದಿನ ಶೈಕ್ಷಣಿಕ ಜೀವನ ಉಜ್ವಲವಾಗಿರಲಿ ಎಂದು ಅವರು ಶುಭ ಕೋರಿದ್ದಾರೆ. ಈ ವಿದ್ಯಾರ್ಥಿಗಳ ಸಾಧನೆಗೆ ಕಾರಣರಾದ ವಿದ್ಯಾರ್ಥಿಗಳ ಪೋಷಕರು, ಆಯಾ ಶಾಲೆಗಳ ಆಡಳಿತ ಮಂಡಳಿ ಹಾಗೂ ಪಾಠ ಬೋಧಿಸಿದ ಶಿಕ್ಷಕರಿಗೂ ಸಚಿವ ಎಂ. ಬಿ. ಪಾಟೀಲ ಅವರು ಮುಕ್ತ ಕಂಠದಿಂದ ಪ್ರಶಂಸಿಸಿ ಅಭಿನಂದನೆ ಸಲ್ಲಿಸಿದ್ದಾರೆ.	[360, 237, 670, 493]
topper-photo	[1008, 650, 1158, 800]
shankara-headline: ಆಚಾರ್ಯ ಶಂಕರರು ಭಾರತದ ಆಧ್ಯಾತ್ಮಿಕ ಪರಂಪರೆಯ ರಕ್ಷಕರು: ಸಂತೋಷ ಬಂಡೆ	[50, 649, 721, 679]
caste-headline-line2: ನಿಖರ ಮಾಹಿತಿ ಸಂಗ್ರಹಿಸಲು ಡಿಸಿ ಭೂಬಾಲನ್ ಸೂಚನೆ	[60, 1109, 614, 1147]
caste-photo	[50, 1170, 680, 1445]
workers-headline: ದೇಶದ ಅಭಿವೃದ್ಧಿಯಲ್ಲಿ ಕಾರ್ಮಿಕರ ಪಾತ್ರ ಅಮೋ	[690, 118, 1243, 159]
column-rule	[360, 1448, 361, 2110]
column-rule	[1000, 1393, 1001, 2108]
sslc-headline-line2: ಸಾಧನೆ: ಸಚಿವ ಎಂ.ಬಿ. ಪಾಟೀಲ ಶ್ಲಾಘನೆ	[50, 168, 527, 209]
